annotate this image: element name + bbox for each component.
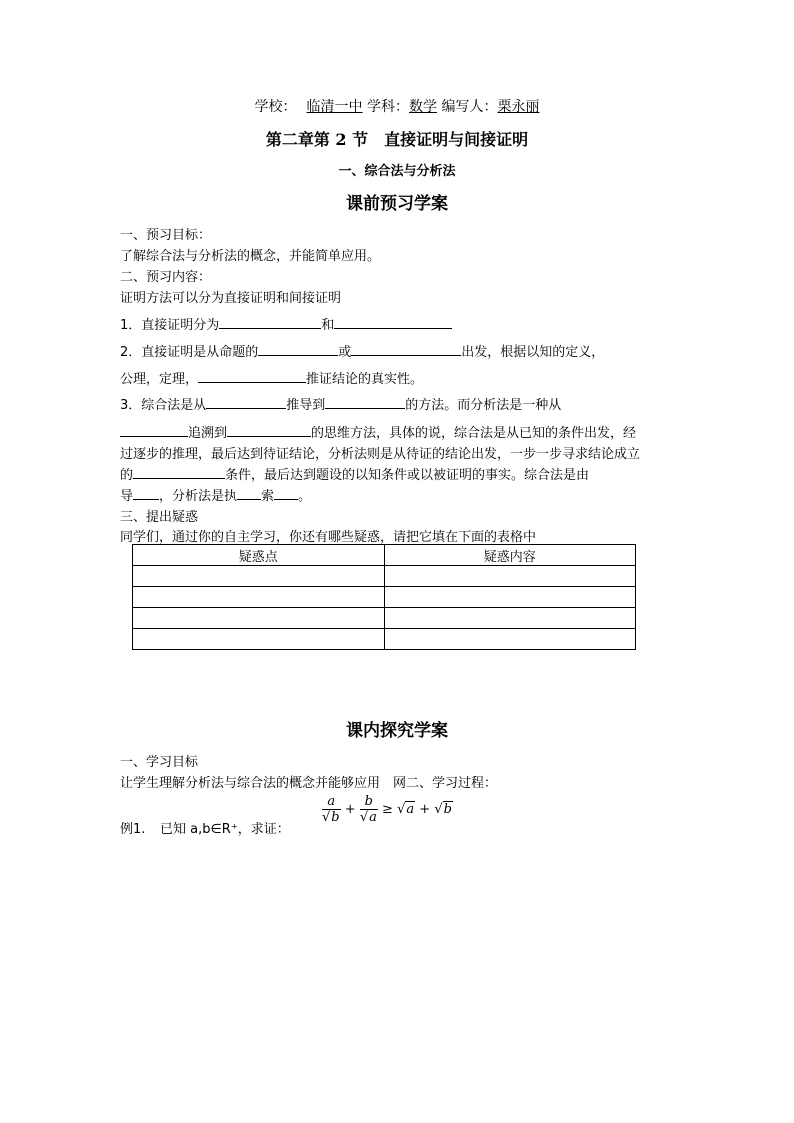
fraction: $\frac{a}{√b}$	[322, 794, 340, 825]
doubt-text: 同学们，通过你的自主学习，你还有哪些疑惑，请把它填在下面的表格中	[120, 530, 537, 545]
subject-name: 数学	[409, 99, 437, 115]
table-header-row	[133, 545, 636, 566]
blank-field	[325, 394, 405, 409]
page-title: 第二章第 2 节 直接证明与间接证明	[265, 130, 529, 149]
item-3-line-4: 的 条件，最后达到题设的以知条件或以被证明的事实。综合法是由	[120, 464, 589, 483]
example-text: 已知 a,b∈R⁺，求证：	[160, 822, 290, 837]
goal-text: 了解综合法与分析法的概念，并能简单应用。	[120, 249, 381, 264]
example-label: 例1.	[120, 822, 146, 837]
inequality-formula: $\frac{a}{√b}$ + $\frac{b}{√a}$ ≥ √a + √b	[322, 794, 452, 825]
table-cell[interactable]	[133, 608, 385, 629]
blank-field	[206, 394, 286, 409]
table-row	[133, 566, 636, 587]
blank-field	[120, 422, 188, 437]
content-intro: 证明方法可以分为直接证明和间接证明	[120, 291, 342, 306]
author-label: 编写人：	[441, 99, 498, 115]
page-subtitle: 一、综合法与分析法	[338, 164, 456, 179]
item-3: 3．综合法是从 推导到 的方法。而分析法是一种从	[120, 394, 561, 413]
blank-field	[334, 314, 452, 329]
table-cell[interactable]	[133, 587, 385, 608]
blank-field	[258, 341, 338, 356]
table-cell[interactable]	[384, 566, 636, 587]
doubt-table	[132, 544, 636, 650]
item-3-line-3: 过逐步的推理，最后达到待证结论，分析法则是从待证的结论出发，一步一步寻求结论成立	[120, 447, 641, 462]
goal-title: 一、预习目标：	[120, 228, 212, 243]
blank-field	[133, 464, 225, 479]
item-1: 1．直接证明分为 和	[120, 314, 452, 333]
table-header-cell: 疑惑内容	[384, 545, 636, 566]
header-line	[0, 96, 794, 116]
item-3-line-5: 导 ，分析法是执 索 。	[120, 485, 311, 504]
learning-goal-title: 一、学习目标	[120, 755, 199, 770]
learning-goal-text: 让学生理解分析法与综合法的概念并能够应用 网二、学习过程：	[120, 776, 498, 791]
table-cell[interactable]	[384, 608, 636, 629]
table-cell[interactable]	[384, 629, 636, 650]
doubt-title: 三、提出疑惑	[120, 510, 199, 525]
item-2-line-2: 公理，定理， 推证结论的真实性。	[120, 368, 423, 387]
item-2: 2．直接证明是从命题的 或 出发，根据以知的定义，	[120, 341, 604, 360]
section2-heading: 课内探究学案	[346, 721, 448, 741]
blank-field	[198, 368, 306, 383]
table-row	[133, 587, 636, 608]
fraction: $\frac{b}{√a}$	[359, 794, 377, 825]
section1-heading: 课前预习学案	[346, 194, 448, 214]
table-cell[interactable]	[384, 587, 636, 608]
blank-field	[351, 341, 461, 356]
table-header-cell: 疑惑点	[133, 545, 385, 566]
school-label: 学校：	[254, 99, 297, 115]
blank-field	[133, 485, 159, 500]
blank-field	[227, 422, 311, 437]
table-row	[133, 629, 636, 650]
table-row	[133, 608, 636, 629]
author-name: 栗永丽	[497, 99, 540, 115]
blank-field	[219, 314, 321, 329]
blank-field	[274, 485, 298, 500]
table-cell[interactable]	[133, 629, 385, 650]
school-name: 临清一中	[306, 99, 363, 115]
item-3-line-2: 追溯到 的思维方法，具体的说，综合法是从已知的条件出发，经	[120, 422, 636, 441]
content-title: 二、预习内容：	[120, 270, 212, 285]
subject-label: 学科：	[367, 99, 409, 115]
blank-field	[237, 485, 261, 500]
table-cell[interactable]	[133, 566, 385, 587]
